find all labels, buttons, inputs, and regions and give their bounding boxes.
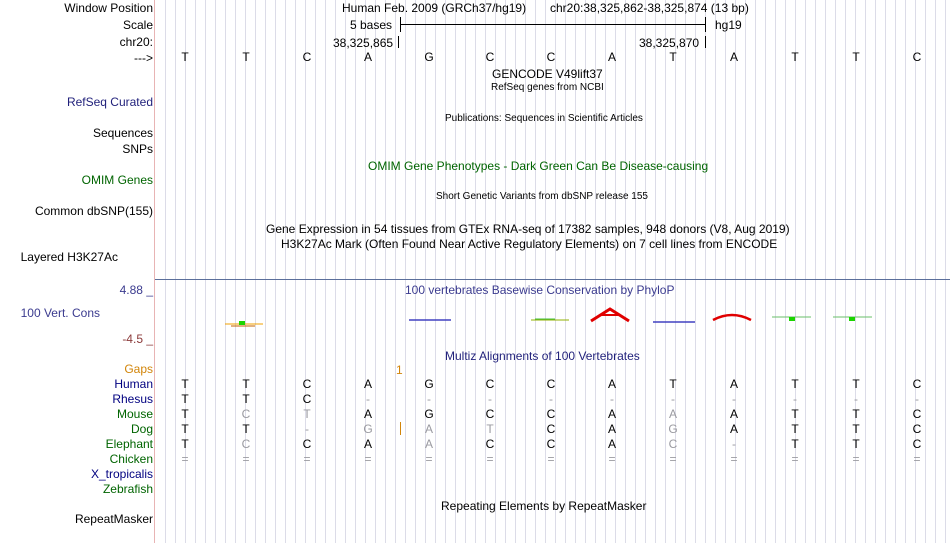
- grid-line: [865, 0, 866, 543]
- grid-line: [715, 0, 716, 543]
- cons-mark-10: [713, 315, 751, 320]
- grid-line: [235, 0, 236, 543]
- grid-line: [635, 0, 636, 543]
- alignment-base: C: [912, 377, 922, 391]
- cons-mark-1: [225, 321, 263, 326]
- alignment-base: C: [485, 377, 495, 391]
- omim-track-label[interactable]: OMIM Genes: [81, 173, 153, 187]
- alignment-base: G: [424, 377, 434, 391]
- grid-line: [805, 0, 806, 543]
- sequences-track-label[interactable]: Sequences: [92, 126, 153, 140]
- grid-line: [725, 0, 726, 543]
- alignment-base: A: [607, 407, 616, 421]
- grid-line: [325, 0, 326, 543]
- alignment-base: T: [791, 377, 799, 391]
- grid-line: [445, 0, 446, 543]
- alignment-base: -: [488, 392, 492, 406]
- alignment-base: A: [729, 422, 738, 436]
- reference-base: A: [363, 50, 372, 64]
- phylop-track-title[interactable]: 100 vertebrates Basewise Conservation by PhyloP: [405, 283, 675, 297]
- grid-line: [455, 0, 456, 543]
- alignment-base: A: [668, 407, 677, 421]
- grid-line: [835, 0, 836, 543]
- alignment-base: C: [546, 407, 556, 421]
- grid-line: [165, 0, 166, 543]
- grid-line: [315, 0, 316, 543]
- alignment-base: C: [912, 437, 922, 451]
- ruler-tick-left: [398, 36, 399, 48]
- grid-line: [175, 0, 176, 543]
- alignment-base: -: [732, 437, 736, 451]
- alignment-base: =: [669, 452, 677, 466]
- h3k27ac-track-label[interactable]: Layered H3K27Ac: [20, 250, 118, 264]
- alignment-base: =: [486, 452, 494, 466]
- scale-bar-left-tick: [400, 17, 401, 32]
- alignment-base: -: [366, 392, 370, 406]
- alignment-base: C: [485, 407, 495, 421]
- alignment-base: T: [181, 377, 189, 391]
- cons-mark-12: [833, 317, 872, 321]
- alignment-base: =: [547, 452, 555, 466]
- alignment-base: T: [852, 407, 860, 421]
- reference-base: T: [791, 50, 799, 64]
- cons-mark-8: [591, 309, 629, 321]
- grid-line: [695, 0, 696, 543]
- alignment-base: -: [427, 392, 431, 406]
- grid-line: [765, 0, 766, 543]
- reference-base: C: [912, 50, 922, 64]
- refseq-track-title[interactable]: RefSeq genes from NCBI: [491, 82, 604, 93]
- species-label[interactable]: X_tropicalis: [90, 467, 153, 481]
- reference-base: C: [485, 50, 495, 64]
- publications-track-title[interactable]: Publications: Sequences in Scientific Articles: [445, 113, 643, 124]
- alignment-base: A: [607, 437, 616, 451]
- gtex-track-title[interactable]: Gene Expression in 54 tissues from GTEx RNA-seq of 17382 samples, 948 donors (V8, Aug 2019): [266, 222, 790, 236]
- alignment-base: T: [242, 422, 250, 436]
- alignment-base: A: [424, 422, 433, 436]
- cons-mark-11: [772, 317, 811, 321]
- grid-line: [885, 0, 886, 543]
- grid-line: [905, 0, 906, 543]
- ruler-tick-right: [705, 36, 706, 48]
- alignment-base: T: [791, 437, 799, 451]
- grid-line: [355, 0, 356, 543]
- alignment-base: T: [303, 407, 311, 421]
- alignment-base: T: [791, 422, 799, 436]
- alignment-base: C: [912, 422, 922, 436]
- grid-line: [295, 0, 296, 543]
- alignment-base: C: [912, 407, 922, 421]
- alignment-base: =: [181, 452, 189, 466]
- grid-line: [255, 0, 256, 543]
- ruler-coord-left: 38,325,865: [333, 36, 394, 50]
- species-label[interactable]: Chicken: [109, 452, 153, 466]
- cons-min-label: -4.5 _: [122, 332, 153, 346]
- grid-line: [395, 0, 396, 543]
- grid-line: [785, 0, 786, 543]
- alignment-base: -: [793, 392, 797, 406]
- alignment-base: A: [424, 437, 433, 451]
- reference-base: T: [181, 50, 189, 64]
- alignment-base: T: [181, 407, 189, 421]
- grid-line: [385, 0, 386, 543]
- alignment-base: G: [363, 422, 373, 436]
- alignment-base: T: [242, 392, 250, 406]
- grid-line: [655, 0, 656, 543]
- alignment-base: =: [364, 452, 372, 466]
- alignment-base: C: [668, 437, 678, 451]
- grid-line: [935, 0, 936, 543]
- alignment-base: A: [729, 407, 738, 421]
- grid-line: [475, 0, 476, 543]
- alignment-base: C: [241, 407, 251, 421]
- alignment-base: C: [302, 392, 312, 406]
- alignment-base: T: [181, 422, 189, 436]
- alignment-base: T: [852, 422, 860, 436]
- grid-line: [465, 0, 466, 543]
- alignment-base: C: [302, 437, 312, 451]
- alignment-base: T: [242, 377, 250, 391]
- grid-line: [815, 0, 816, 543]
- repeatmasker-track-title[interactable]: Repeating Elements by RepeatMasker: [441, 499, 647, 513]
- alignment-base: =: [913, 452, 921, 466]
- alignment-base: C: [546, 377, 556, 391]
- grid-line: [415, 0, 416, 543]
- h3k27ac-track-title[interactable]: H3K27Ac Mark (Often Found Near Active Regulatory Elements) on 7 cell lines from ENCODE: [281, 237, 778, 251]
- position-readout: chr20:38,325,862-38,325,874 (13 bp): [550, 1, 749, 15]
- multiz-track-title[interactable]: Multiz Alignments of 100 Vertebrates: [445, 349, 640, 363]
- gencode-track-title[interactable]: GENCODE V49lift37: [492, 67, 603, 81]
- chrom-label: chr20:: [119, 35, 153, 49]
- phylop-conservation-plot: [155, 296, 950, 336]
- alignment-base: -: [915, 392, 919, 406]
- gap-marker: [400, 422, 401, 435]
- species-label[interactable]: Rhesus: [112, 392, 153, 406]
- reference-base: T: [242, 50, 250, 64]
- species-label[interactable]: Zebrafish: [102, 482, 153, 496]
- alignment-base: T: [791, 407, 799, 421]
- grid-line: [645, 0, 646, 543]
- grid-line: [685, 0, 686, 543]
- alignment-base: =: [242, 452, 250, 466]
- grid-line: [265, 0, 266, 543]
- alignment-base: -: [854, 392, 858, 406]
- reference-base: A: [729, 50, 738, 64]
- grid-line: [945, 0, 946, 543]
- alignment-base: =: [730, 452, 738, 466]
- dbsnp-track-title[interactable]: Short Genetic Variants from dbSNP release 155: [436, 191, 648, 202]
- reference-base: T: [669, 50, 677, 64]
- grid-line: [195, 0, 196, 543]
- grid-line: [625, 0, 626, 543]
- refseq-track-label[interactable]: RefSeq Curated: [66, 95, 153, 109]
- alignment-base: -: [671, 392, 675, 406]
- grid-line: [215, 0, 216, 543]
- dbsnp-track-label[interactable]: Common dbSNP(155): [34, 204, 153, 218]
- alignment-base: =: [791, 452, 799, 466]
- alignment-base: A: [363, 437, 372, 451]
- scale-bar-right-tick: [705, 17, 706, 32]
- alignment-base: =: [425, 452, 433, 466]
- scale-bar: [400, 24, 706, 25]
- grid-line: [895, 0, 896, 543]
- alignment-base: =: [852, 452, 860, 466]
- alignment-base: -: [610, 392, 614, 406]
- alignment-base: C: [546, 422, 556, 436]
- reference-base: C: [546, 50, 556, 64]
- alignment-base: A: [607, 422, 616, 436]
- alignment-base: C: [546, 437, 556, 451]
- ruler-coord-right: 38,325,870: [639, 36, 700, 50]
- grid-line: [875, 0, 876, 543]
- alignment-base: -: [732, 392, 736, 406]
- alignment-base: T: [486, 422, 494, 436]
- cons-max-label: 4.88 _: [119, 283, 153, 297]
- reference-base: C: [302, 50, 312, 64]
- alignment-base: =: [303, 452, 311, 466]
- grid-line: [775, 0, 776, 543]
- alignment-base: -: [549, 392, 553, 406]
- alignment-base: T: [852, 437, 860, 451]
- alignment-base: A: [607, 377, 616, 391]
- grid-line: [335, 0, 336, 543]
- species-label[interactable]: Mouse: [116, 407, 153, 421]
- grid-line: [405, 0, 406, 543]
- repeatmasker-track-label[interactable]: RepeatMasker: [74, 512, 153, 526]
- alignment-base: A: [729, 377, 738, 391]
- omim-track-title[interactable]: OMIM Gene Phenotypes - Dark Green Can Be Disease-causing: [368, 159, 709, 173]
- alignment-base: A: [363, 407, 372, 421]
- grid-line: [205, 0, 206, 543]
- track-divider: [155, 279, 950, 280]
- snps-track-label[interactable]: SNPs: [122, 142, 153, 156]
- alignment-base: G: [424, 407, 434, 421]
- grid-line: [275, 0, 276, 543]
- grid-line: [375, 0, 376, 543]
- grid-line: [925, 0, 926, 543]
- alignment-base: C: [302, 377, 312, 391]
- grid-line: [845, 0, 846, 543]
- grid-line: [825, 0, 826, 543]
- grid-line: [285, 0, 286, 543]
- label-column-separator: [154, 0, 155, 543]
- gaps-label: Gaps: [124, 362, 153, 376]
- alignment-base: T: [181, 392, 189, 406]
- alignment-base: G: [668, 422, 678, 436]
- grid-line: [745, 0, 746, 543]
- scale-text: 5 bases: [350, 18, 393, 32]
- reference-base: A: [607, 50, 616, 64]
- grid-line: [345, 0, 346, 543]
- alignment-base: -: [305, 422, 309, 436]
- alignment-base: =: [608, 452, 616, 466]
- alignment-base: C: [241, 437, 251, 451]
- alignment-base: C: [485, 437, 495, 451]
- scale-label: Scale: [122, 18, 153, 32]
- cons-track-label[interactable]: 100 Vert. Cons: [20, 306, 100, 320]
- gap-count: 1: [396, 363, 403, 377]
- grid-line: [225, 0, 226, 543]
- cons-mark-7: [531, 319, 569, 320]
- alignment-base: A: [363, 377, 372, 391]
- reference-base: T: [852, 50, 860, 64]
- reference-base: G: [424, 50, 434, 64]
- alignment-base: T: [852, 377, 860, 391]
- species-label[interactable]: Human: [114, 377, 153, 391]
- db-name: hg19: [715, 18, 742, 32]
- species-label[interactable]: Elephant: [105, 437, 153, 451]
- assembly-title: Human Feb. 2009 (GRCh37/hg19): [342, 1, 527, 15]
- alignment-base: T: [669, 377, 677, 391]
- species-label[interactable]: Dog: [130, 422, 153, 436]
- strand-label: --->: [134, 51, 153, 65]
- window-position-label: Window Position: [64, 1, 153, 15]
- grid-line: [755, 0, 756, 543]
- alignment-base: T: [181, 437, 189, 451]
- grid-line: [705, 0, 706, 543]
